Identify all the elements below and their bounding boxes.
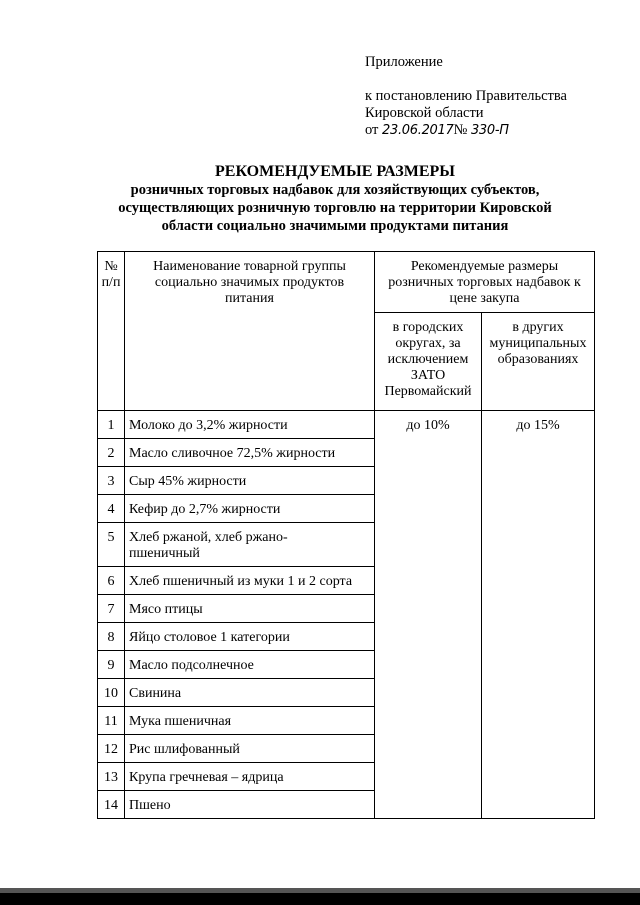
row-name: Сыр 45% жирности <box>125 467 375 495</box>
row-num: 4 <box>98 495 125 523</box>
annex-decree-line: к постановлению Правительства <box>365 88 567 104</box>
row-num: 9 <box>98 651 125 679</box>
row-name: Рис шлифованный <box>125 735 375 763</box>
row-num: 10 <box>98 679 125 707</box>
row-name: Мука пшеничная <box>125 707 375 735</box>
handwritten-number: 330-П <box>470 123 509 138</box>
title-line-1: розничных торговых надбавок для хозяйствующих субъектов, <box>130 182 540 198</box>
document-title <box>100 162 570 235</box>
row-num: 12 <box>98 735 125 763</box>
row-name: Хлеб пшеничный из муки 1 и 2 сорта <box>125 567 375 595</box>
row-num: 2 <box>98 439 125 467</box>
row-name: Хлеб ржаной, хлеб ржано-пшеничный <box>125 523 375 567</box>
row-name: Свинина <box>125 679 375 707</box>
rate-urban: до 10% <box>375 411 482 819</box>
row-name: Масло подсолнечное <box>125 651 375 679</box>
row-name: Яйцо столовое 1 категории <box>125 623 375 651</box>
header-urban: в городских округах, за исключением ЗАТО Первомайский <box>375 313 482 411</box>
row-name: Молоко до 3,2% жирности <box>125 411 375 439</box>
date-prefix: от <box>365 122 379 138</box>
row-num: 14 <box>98 791 125 819</box>
row-name: Мясо птицы <box>125 595 375 623</box>
header-num: № п/п <box>98 252 125 411</box>
scan-edge-bar <box>0 893 640 905</box>
header-rates: Рекомендуемые размеры розничных торговых надбавок к цене закупа <box>375 252 595 313</box>
row-num: 5 <box>98 523 125 567</box>
row-num: 6 <box>98 567 125 595</box>
number-prefix: № <box>453 122 468 138</box>
row-num: 7 <box>98 595 125 623</box>
row-num: 1 <box>98 411 125 439</box>
rate-other: до 15% <box>482 411 595 819</box>
row-num: 11 <box>98 707 125 735</box>
title-line-2: осуществляющих розничную торговлю на территории Кировской <box>118 200 552 216</box>
title-line-3: области социально значимыми продуктами питания <box>161 218 509 234</box>
handwritten-date: 23.06.2017 <box>382 123 454 138</box>
header-other: в других муниципальных образованиях <box>482 313 595 411</box>
row-num: 13 <box>98 763 125 791</box>
row-num: 8 <box>98 623 125 651</box>
annex-date-line <box>365 122 567 139</box>
row-name: Крупа гречневая – ядрица <box>125 763 375 791</box>
row-name: Кефир до 2,7% жирности <box>125 495 375 523</box>
annex-block <box>365 54 567 139</box>
row-num: 3 <box>98 467 125 495</box>
markup-table <box>97 251 595 819</box>
title-heading: РЕКОМЕНДУЕМЫЕ РАЗМЕРЫ <box>215 163 455 180</box>
header-name: Наименование товарной группы социально значимых продуктов питания <box>125 252 375 411</box>
annex-label: Приложение <box>365 54 443 70</box>
row-name: Масло сливочное 72,5% жирности <box>125 439 375 467</box>
annex-region-line: Кировской области <box>365 105 484 121</box>
row-name: Пшено <box>125 791 375 819</box>
